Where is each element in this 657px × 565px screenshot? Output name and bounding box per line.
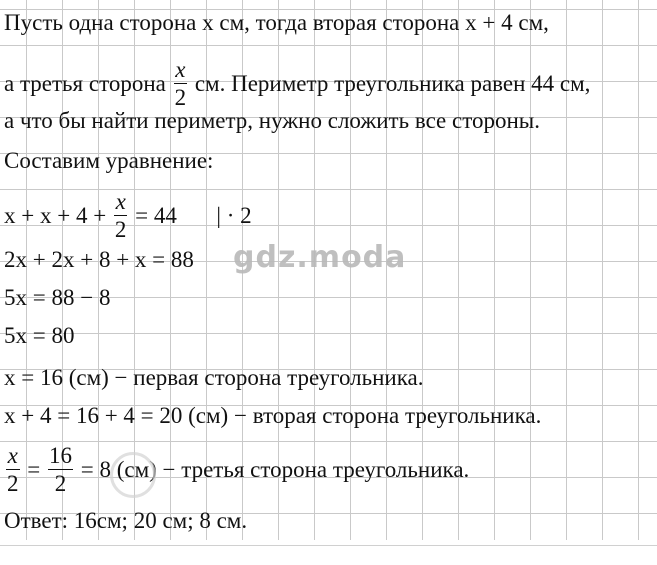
equation-right: = 44 [135,202,177,228]
equals-sign: = [27,456,41,482]
line-2-prefix: а третья сторона [4,70,166,96]
result-line-10: x + 4 = 16 + 4 = 20 (см) − вторая сторона треугольника. [4,403,542,428]
line-2-suffix: см. Периметр треугольника равен 44 см, [194,70,591,96]
page-bottom-divider [0,545,657,546]
text-line-4: Составим уравнение: [4,148,214,173]
text-line-3: а что бы найти периметр, нужно сложить все стороны. [4,108,540,133]
equation-line-7: 5x = 88 − 8 [4,285,111,310]
fraction-16-over-2 [48,444,73,495]
result-line-11 [4,443,470,497]
result-line-9: x = 16 (см) − первая сторона треугольника. [4,365,424,390]
watermark-logo: gdz.moda [233,240,407,275]
text-line-2 [4,57,591,111]
text-line-1: Пусть одна сторона x см, тогда вторая сторона x + 4 см, [4,10,549,35]
watermark-stamp-icon [110,452,156,498]
fraction-denominator: 2 [114,217,127,242]
fraction-x-over-2 [174,58,188,109]
equation-left: x + x + 4 + [4,202,107,228]
fraction-x-over-2 [114,190,128,241]
equation-line-5 [4,189,252,243]
multiply-note: | · 2 [216,202,252,228]
result-line-11-suffix: = 8 (см) − третья сторона треугольника. [80,456,470,482]
fraction-denominator: 2 [7,471,19,496]
fraction-numerator: x [7,443,18,468]
equation-line-6: 2x + 2x + 8 + x = 88 [4,247,194,272]
fraction-denominator: 2 [174,85,187,110]
fraction-x-over-2 [6,444,20,495]
fraction-numerator: x [115,189,126,214]
answer-line: Ответ: 16см; 20 см; 8 см. [4,508,248,533]
fraction-numerator: 16 [48,443,72,468]
equation-line-8: 5x = 80 [4,323,75,348]
fraction-denominator: 2 [54,471,67,496]
fraction-numerator: x [175,57,186,82]
